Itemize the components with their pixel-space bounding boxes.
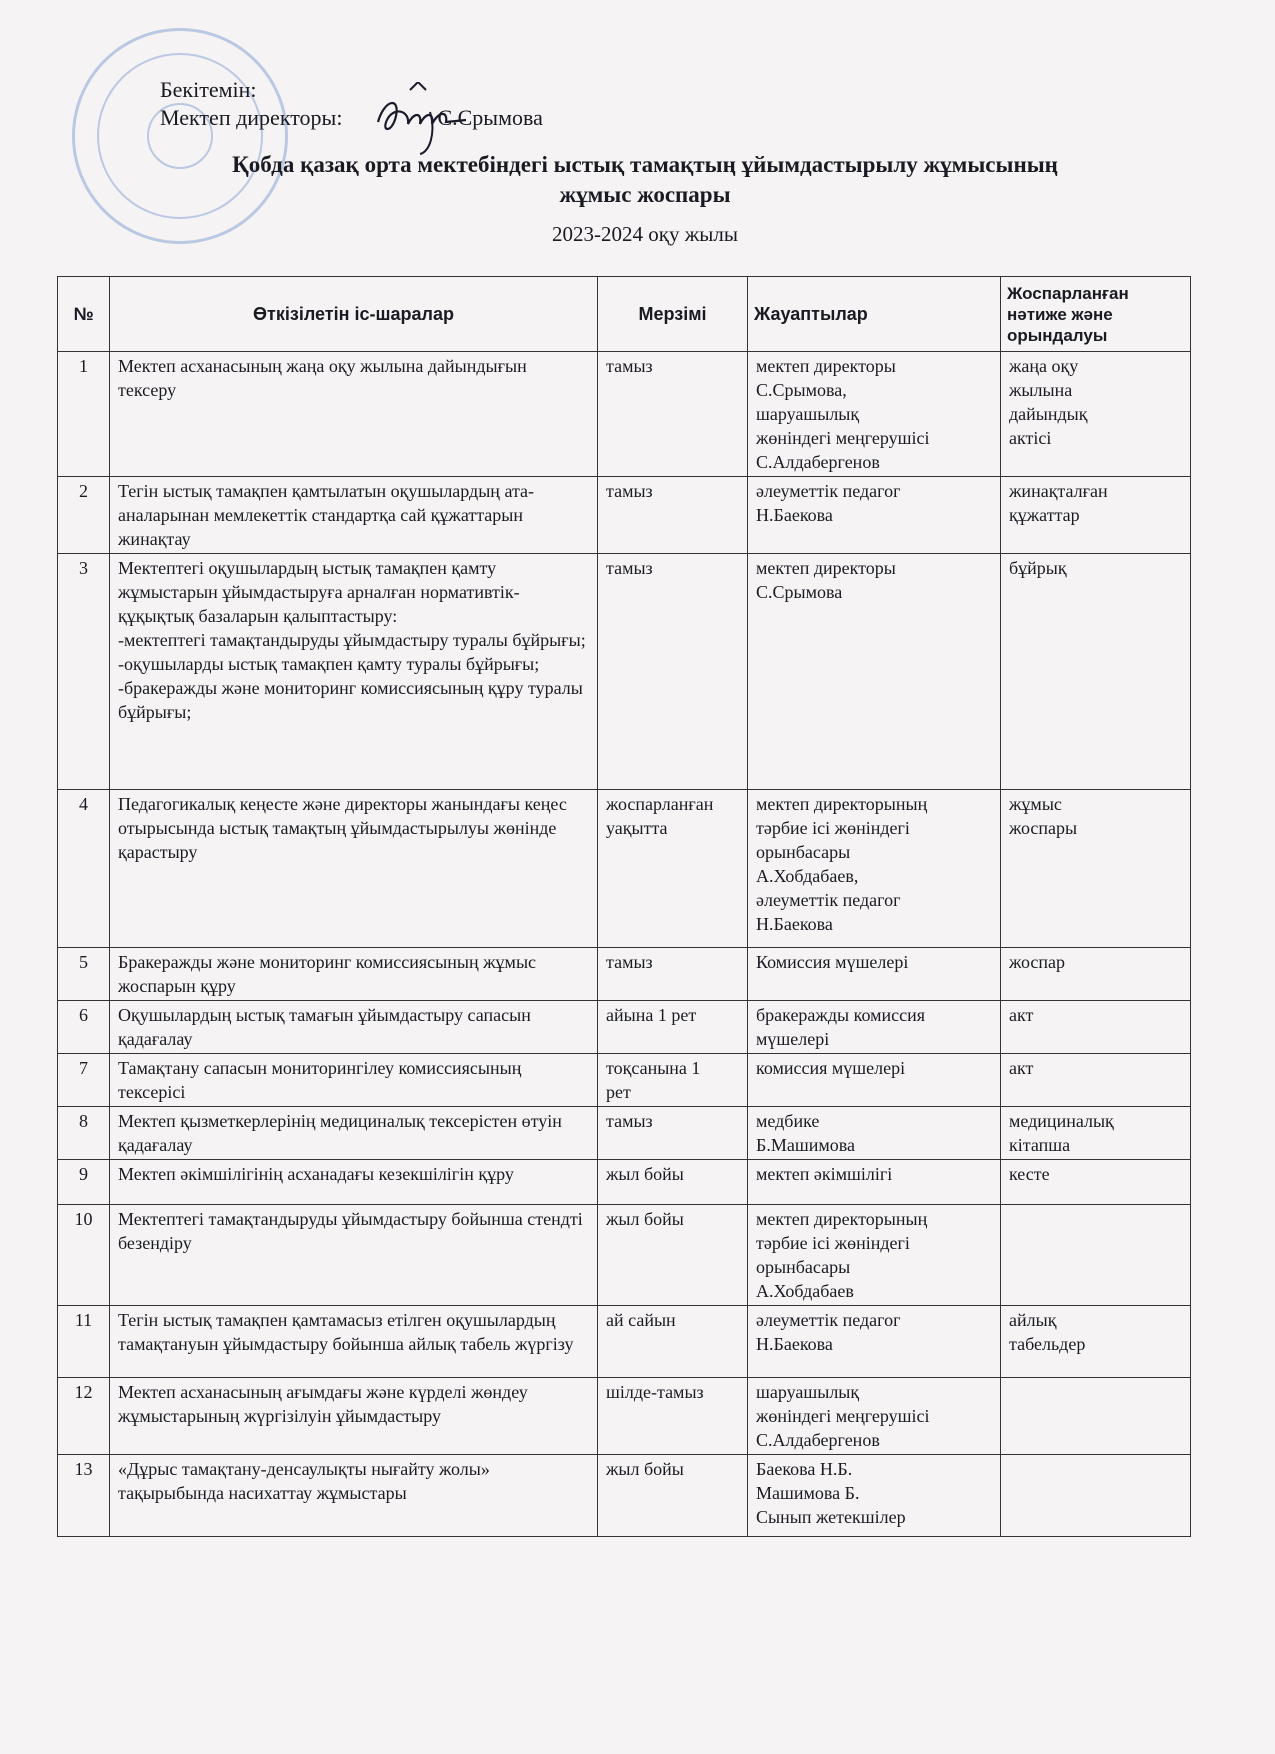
cell-responsible: Комиссия мүшелері	[748, 948, 1001, 1001]
cell-num: 11	[58, 1306, 110, 1378]
title-line-1: Қобда қазақ орта мектебіндегі ыстық тамақтың ұйымдастырылу жұмысының	[232, 152, 1058, 177]
cell-num: 1	[58, 352, 110, 477]
title-line-2: жұмыс жоспары	[559, 182, 731, 207]
cell-term: тамыз	[598, 352, 748, 477]
cell-num: 8	[58, 1107, 110, 1160]
cell-responsible: әлеуметтік педагог Н.Баекова	[748, 1306, 1001, 1378]
table-row	[58, 1455, 1191, 1537]
cell-result: кесте	[1001, 1160, 1191, 1205]
cell-responsible: медбике Б.Машимова	[748, 1107, 1001, 1160]
table-row	[58, 554, 1191, 790]
cell-responsible: комиссия мүшелері	[748, 1054, 1001, 1107]
cell-activity: Педагогикалық кеңесте және директоры жанындағы кеңес отырысында ыстық тамақтың ұйымдастырылуы жөнінде қарастыру	[110, 790, 598, 948]
table-row	[58, 790, 1191, 948]
cell-result: бұйрық	[1001, 554, 1191, 790]
cell-result: жұмыс жоспары	[1001, 790, 1191, 948]
cell-result	[1001, 1378, 1191, 1455]
cell-activity: Мектеп асханасының жаңа оқу жылына дайындығын тексеру	[110, 352, 598, 477]
cell-num: 5	[58, 948, 110, 1001]
cell-result	[1001, 1455, 1191, 1537]
cell-activity: Оқушылардың ыстық тамағын ұйымдастыру сапасын қадағалау	[110, 1001, 598, 1054]
cell-activity: Мектептегі оқушылардың ыстық тамақпен қамту жұмыстарын ұйымдастыруға арналған нормативтік-құқықтық базаларын қалыптастыру: -мектептегі тамақтандыруды ұйымдастыру туралы бұйрығы; -оқушыларды ыстық тамақпен қамту туралы бұйрығы; -бракеражды және мониторинг комиссиясының құру туралы бұйрығы;	[110, 554, 598, 790]
table-header-row	[58, 277, 1191, 352]
cell-responsible: мектеп директорының тәрбие ісі жөніндегі орынбасары А.Хобдабаев, әлеуметтік педагог Н.Баекова	[748, 790, 1001, 948]
director-label: Мектеп директоры:	[160, 105, 343, 130]
table-row	[58, 1107, 1191, 1160]
cell-activity: Бракеражды және мониторинг комиссиясының жұмыс жоспарын құру	[110, 948, 598, 1001]
cell-num: 9	[58, 1160, 110, 1205]
table-body	[58, 352, 1191, 1537]
cell-term: тоқсанына 1 рет	[598, 1054, 748, 1107]
cell-term: тамыз	[598, 477, 748, 554]
cell-result: жаңа оқу жылына дайындық актісі	[1001, 352, 1191, 477]
cell-num: 7	[58, 1054, 110, 1107]
header-num: №	[58, 277, 110, 352]
cell-activity: Мектеп әкімшілігінің асханадағы кезекшілігін құру	[110, 1160, 598, 1205]
cell-num: 12	[58, 1378, 110, 1455]
cell-responsible: Баекова Н.Б. Машимова Б. Сынып жетекшілер	[748, 1455, 1001, 1537]
table-row	[58, 352, 1191, 477]
header-activity: Өткізілетін іс-шаралар	[110, 277, 598, 352]
cell-num: 3	[58, 554, 110, 790]
table-row	[58, 948, 1191, 1001]
school-stamp	[72, 28, 288, 244]
cell-result: айлық табельдер	[1001, 1306, 1191, 1378]
cell-responsible: мектеп директоры С.Срымова, шаруашылық жөніндегі меңгерушісі С.Алдабергенов	[748, 352, 1001, 477]
cell-responsible: мектеп директорының тәрбие ісі жөніндегі орынбасары А.Хобдабаев	[748, 1205, 1001, 1306]
table-row	[58, 1054, 1191, 1107]
cell-activity: Мектеп асханасының ағымдағы және күрделі жөндеу жұмыстарының жүргізілуін ұйымдастыру	[110, 1378, 598, 1455]
cell-term: тамыз	[598, 1107, 748, 1160]
cell-responsible: шаруашылық жөніндегі меңгерушісі С.Алдабергенов	[748, 1378, 1001, 1455]
cell-num: 2	[58, 477, 110, 554]
cell-result: жинақталған құжаттар	[1001, 477, 1191, 554]
cell-result: акт	[1001, 1001, 1191, 1054]
cell-result: акт	[1001, 1054, 1191, 1107]
cell-responsible: әлеуметтік педагог Н.Баекова	[748, 477, 1001, 554]
table-row	[58, 1205, 1191, 1306]
cell-term: айына 1 рет	[598, 1001, 748, 1054]
cell-result	[1001, 1205, 1191, 1306]
table-row	[58, 477, 1191, 554]
cell-activity: Тегін ыстық тамақпен қамтамасыз етілген оқушылардың тамақтануын ұйымдастыру бойынша айлық табель жүргізу	[110, 1306, 598, 1378]
table-row	[58, 1160, 1191, 1205]
cell-term: жыл бойы	[598, 1205, 748, 1306]
plan-table	[57, 276, 1191, 1537]
approval-director-line	[160, 104, 543, 132]
header-result: Жоспарланған нәтиже және орындалуы	[1001, 277, 1191, 352]
cell-activity: Тамақтану сапасын мониторингілеу комиссиясының тексерісі	[110, 1054, 598, 1107]
approval-label: Бекітемін:	[160, 77, 257, 102]
cell-activity: Мектеп қызметкерлерінің медициналық тексерістен өтуін қадағалау	[110, 1107, 598, 1160]
cell-activity: Мектептегі тамақтандыруды ұйымдастыру бойынша стендті безендіру	[110, 1205, 598, 1306]
approval-block	[160, 76, 543, 132]
cell-num: 4	[58, 790, 110, 948]
header-responsible: Жауаптылар	[748, 277, 1001, 352]
cell-num: 13	[58, 1455, 110, 1537]
cell-activity: Тегін ыстық тамақпен қамтылатын оқушылардың ата-аналарынан мемлекеттік стандартқа сай құжаттарын жинақтау	[110, 477, 598, 554]
cell-term: тамыз	[598, 554, 748, 790]
cell-term: шілде-тамыз	[598, 1378, 748, 1455]
cell-term: жыл бойы	[598, 1160, 748, 1205]
cell-result: медициналық кітапша	[1001, 1107, 1191, 1160]
cell-activity: «Дұрыс тамақтану-денсаулықты нығайту жолы» тақырыбында насихаттау жұмыстары	[110, 1455, 598, 1537]
cell-term: жыл бойы	[598, 1455, 748, 1537]
cell-responsible: мектеп әкімшілігі	[748, 1160, 1001, 1205]
page-title	[120, 150, 1170, 210]
cell-term: тамыз	[598, 948, 748, 1001]
cell-num: 10	[58, 1205, 110, 1306]
director-name: С.Срымова	[437, 105, 543, 130]
academic-year: 2023-2024 оқу жылы	[552, 222, 738, 246]
cell-term: ай сайын	[598, 1306, 748, 1378]
cell-result: жоспар	[1001, 948, 1191, 1001]
signature-icon	[370, 82, 480, 157]
cell-responsible: бракеражды комиссия мүшелері	[748, 1001, 1001, 1054]
cell-responsible: мектеп директоры С.Срымова	[748, 554, 1001, 790]
table-row	[58, 1306, 1191, 1378]
table-row	[58, 1378, 1191, 1455]
cell-num: 6	[58, 1001, 110, 1054]
header-term: Мерзімі	[598, 277, 748, 352]
table-row	[58, 1001, 1191, 1054]
cell-term: жоспарланған уақытта	[598, 790, 748, 948]
